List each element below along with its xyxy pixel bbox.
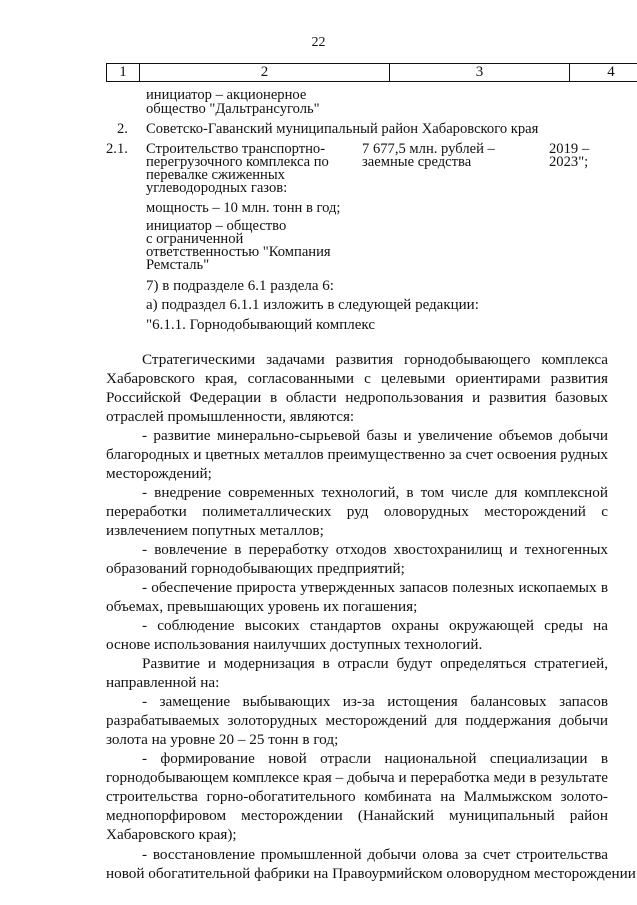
paragraph-line: - вовлечение в переработку отходов хвостохранилищ и техногенных [142,541,608,558]
paragraph-bullet-tin [106,845,636,883]
row2-number: 2. [117,121,128,137]
paragraph-line: золота на уровне 20 – 25 тонн в год; [106,731,339,748]
paragraph-bullet-mineral-base [106,426,608,483]
paragraph-bullet-environment [106,616,608,654]
paragraph-line: Стратегическими задачами развития горнодобывающего комплекса [142,351,608,368]
row3-col4-line: 2023"; [549,154,589,170]
paragraph-line: объемах, превышающих уровень их погашения; [106,598,418,615]
paragraph-line: - обеспечение прироста утвержденных запасов полезных ископаемых в [142,579,608,596]
paragraph-bullet-technologies [106,483,608,540]
row2-text: Советско-Гаванский муниципальный район Хабаровского края [146,121,539,137]
paragraph-line: извлечением попутных металлов; [106,522,324,539]
paragraph-line: - внедрение современных технологий, в том числе для комплексной [142,484,608,501]
paragraph-line: основе использования наилучших доступных технологий. [106,636,483,653]
column-header-2: 2 [140,64,390,82]
paragraph-line: - соблюдение высоких стандартов охраны окружающей среды на [142,617,608,634]
paragraph-strategic-tasks [106,350,608,426]
row3-col2-line: перевалке сжиженных [146,167,285,183]
paragraph-line: направленной на: [106,674,220,691]
paragraph-development-strategy [106,654,608,692]
row3-col4-line: 2019 – [549,141,590,157]
paragraph-bullet-reserves [106,578,608,616]
paragraph-bullet-copper [106,749,608,844]
paragraph-line: благородных и цветных металлов преимущественно за счет освоения рудных [106,446,608,463]
column-header-4: 4 [570,64,637,82]
row3-initiator-line: ответственностью "Компания [146,244,331,260]
amendment-item-a: а) подраздел 6.1.1 изложить в следующей редакции: [146,297,479,313]
row3-number: 2.1. [106,141,128,157]
paragraph-line: месторождений; [106,465,212,482]
paragraph-line: - восстановление промышленной добычи олова за счет строительства [142,846,608,863]
paragraph-line: Российской Федерации в области недропользования и развития базовых [106,389,608,406]
row3-col3-line: 7 677,5 млн. рублей – [362,141,495,157]
paragraph-bullet-gold-reserves [106,692,608,749]
paragraph-line: образований горнодобывающих предприятий; [106,560,405,577]
row3-col2-line: перегрузочного комплекса по [146,154,329,170]
paragraph-line: - замещение выбывающих из-за истощения балансовых запасов [142,693,608,710]
page-number: 22 [311,35,326,50]
paragraph-line: Развитие и модернизация в отрасли будут определяться стратегией, [142,655,608,672]
paragraph-line: новой обогатительной фабрики на Правоурмийском оловорудном месторождении [106,865,636,882]
row3-initiator-line: с ограниченной [146,231,244,247]
row3-initiator-line: инициатор – общество [146,218,287,234]
row3-capacity: мощность – 10 млн. тонн в год; [146,200,341,216]
paragraph-line: горнодобывающем комплексе края – добыча и переработка меди в результате [106,769,608,786]
paragraph-line: Хабаровского края, согласованными с целевыми ориентирами развития [106,370,608,387]
row1-line: инициатор – акционерное [146,87,307,103]
paragraph-bullet-tailings [106,540,608,578]
column-header-3: 3 [390,64,570,82]
paragraph-line: строительства горно-обогатительного комбината на Малмыжском золото- [106,788,608,805]
amendment-item-7: 7) в подразделе 6.1 раздела 6: [146,278,334,294]
row3-col2-line: углеводородных газов: [146,180,288,196]
row3-col3-line: заемные средства [362,154,472,170]
paragraph-line: - развитие минерально-сырьевой базы и увеличение объемов добычи [142,427,608,444]
section-heading: "6.1.1. Горнодобывающий комплекс [146,317,375,333]
paragraph-line: - формирование новой отрасли национальной специализации в [142,750,608,767]
column-header-table [106,63,637,82]
paragraph-line: переработки полиметаллических руд оловорудных месторождений с [106,503,608,520]
paragraph-line: Хабаровского края); [106,826,237,843]
column-header-1: 1 [107,64,140,82]
paragraph-line: меднопорфировом месторождении (Нанайский муниципальный район [106,807,608,824]
paragraph-line: отраслей промышленности, являются: [106,408,355,425]
row3-initiator-line: Ремсталь" [146,257,210,273]
paragraph-line: разрабатываемых золоторудных месторождений для поддержания добычи [106,712,608,729]
row1-line: общество "Дальтрансуголь" [146,101,320,117]
row3-col2-line: Строительство транспортно- [146,141,326,157]
